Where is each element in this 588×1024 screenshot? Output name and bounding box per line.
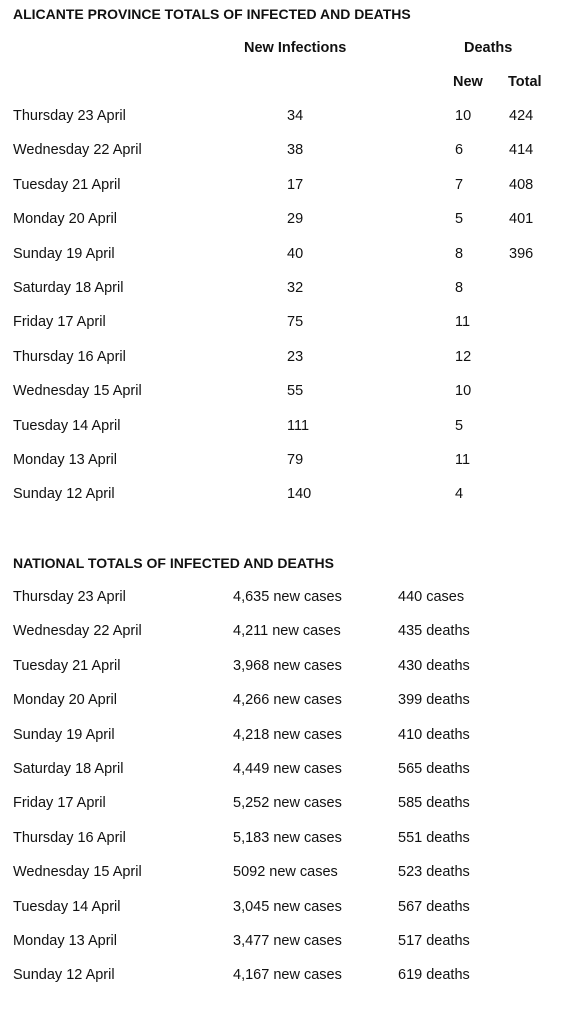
row-new-infections: 75: [287, 314, 304, 331]
row-date: Wednesday 22 April: [13, 623, 142, 640]
alicante-row: [0, 383, 588, 405]
row-date: Friday 17 April: [13, 795, 106, 812]
national-row: [0, 864, 588, 886]
alicante-row: [0, 108, 588, 130]
alicante-row: [0, 452, 588, 474]
row-new-cases: 4,449 new cases: [233, 761, 342, 777]
row-deaths-total: 401: [509, 211, 534, 228]
row-new-infections: 23: [287, 348, 304, 365]
row-date: Saturday 18 April: [13, 280, 124, 296]
row-new-infections: 140: [287, 486, 312, 503]
row-date: Saturday 18 April: [13, 761, 124, 777]
header-deaths-new: New: [453, 74, 483, 90]
row-date: Thursday 23 April: [13, 108, 126, 124]
row-deaths-new: 7: [455, 176, 464, 193]
row-deaths-new: 5: [455, 417, 464, 434]
row-deaths-new: 5: [455, 211, 464, 228]
row-deaths-new: 6: [455, 142, 464, 159]
row-date: Thursday 23 April: [13, 589, 126, 605]
row-new-cases: 3,045 new cases: [233, 898, 342, 915]
alicante-row: [0, 177, 588, 199]
row-deaths: 517 deaths: [398, 933, 470, 949]
national-row: [0, 933, 588, 955]
row-new-cases: 5,252 new cases: [233, 795, 342, 812]
row-date: Wednesday 15 April: [13, 864, 142, 881]
row-date: Friday 17 April: [13, 314, 106, 331]
row-new-cases: 3,968 new cases: [233, 657, 342, 674]
alicante-row: [0, 280, 588, 302]
header-new-infections: New Infections: [244, 40, 347, 56]
national-row: [0, 692, 588, 714]
row-new-infections: 79: [287, 452, 304, 468]
row-date: Sunday 19 April: [13, 726, 115, 743]
row-date: Monday 13 April: [13, 933, 117, 949]
national-row: [0, 589, 588, 611]
row-new-infections: 38: [287, 142, 304, 159]
national-row: [0, 623, 588, 645]
row-new-cases: 3,477 new cases: [233, 933, 342, 949]
row-date: Tuesday 14 April: [13, 417, 121, 434]
row-deaths: 410 deaths: [398, 726, 470, 743]
header-deaths: Deaths: [464, 40, 513, 56]
row-deaths-new: 12: [455, 348, 472, 365]
row-date: Monday 13 April: [13, 452, 117, 468]
national-row: [0, 830, 588, 852]
row-new-cases: 4,167 new cases: [233, 967, 342, 984]
row-new-infections: 55: [287, 383, 304, 400]
row-date: Tuesday 14 April: [13, 898, 121, 915]
national-title: NATIONAL TOTALS OF INFECTED AND DEATHS: [13, 555, 334, 571]
alicante-row: [0, 246, 588, 268]
row-new-infections: 34: [287, 108, 304, 124]
row-deaths: 585 deaths: [398, 795, 470, 812]
row-deaths: 523 deaths: [398, 864, 470, 881]
row-date: Sunday 12 April: [13, 967, 115, 984]
row-deaths-new: 10: [455, 383, 472, 400]
alicante-row: [0, 142, 588, 164]
row-date: Tuesday 21 April: [13, 657, 121, 674]
row-deaths-total: 414: [509, 142, 534, 159]
row-new-infections: 17: [287, 176, 304, 193]
national-row: [0, 727, 588, 749]
row-new-infections: 29: [287, 211, 304, 228]
row-deaths-new: 11: [455, 452, 471, 468]
row-deaths-new: 4: [455, 486, 464, 503]
row-new-infections: 32: [287, 280, 304, 296]
row-deaths: 619 deaths: [398, 967, 470, 984]
row-date: Sunday 19 April: [13, 245, 115, 262]
alicante-row: [0, 349, 588, 371]
row-deaths-new: 11: [455, 314, 471, 331]
row-deaths-total: 396: [509, 245, 534, 262]
row-date: Monday 20 April: [13, 211, 117, 228]
row-new-cases: 4,635 new cases: [233, 589, 342, 605]
row-deaths: 435 deaths: [398, 623, 470, 640]
alicante-row: [0, 314, 588, 336]
row-new-cases: 5,183 new cases: [233, 829, 342, 846]
row-date: Thursday 16 April: [13, 829, 126, 846]
alicante-row: [0, 211, 588, 233]
row-deaths: 565 deaths: [398, 761, 470, 777]
alicante-row: [0, 418, 588, 440]
national-row: [0, 761, 588, 783]
row-date: Thursday 16 April: [13, 348, 126, 365]
row-deaths: 551 deaths: [398, 829, 470, 846]
row-date: Monday 20 April: [13, 692, 117, 709]
row-deaths: 399 deaths: [398, 692, 470, 709]
row-new-infections: 40: [287, 245, 304, 262]
alicante-row: [0, 486, 588, 508]
row-deaths: 440 cases: [398, 589, 465, 605]
header-deaths-total: Total: [508, 74, 542, 90]
row-deaths-total: 424: [509, 108, 534, 124]
row-new-cases: 4,211 new cases: [233, 623, 341, 640]
national-row: [0, 658, 588, 680]
row-new-cases: 4,218 new cases: [233, 726, 342, 743]
row-new-cases: 5092 new cases: [233, 864, 338, 881]
row-date: Sunday 12 April: [13, 486, 115, 503]
row-new-infections: 111: [287, 417, 310, 434]
row-date: Wednesday 15 April: [13, 383, 142, 400]
alicante-title: ALICANTE PROVINCE TOTALS OF INFECTED AND DEATHS: [13, 6, 411, 22]
row-deaths: 430 deaths: [398, 657, 470, 674]
row-deaths-new: 10: [455, 108, 472, 124]
row-deaths-new: 8: [455, 280, 464, 296]
national-row: [0, 967, 588, 989]
row-deaths: 567 deaths: [398, 898, 470, 915]
row-date: Wednesday 22 April: [13, 142, 142, 159]
row-date: Tuesday 21 April: [13, 176, 121, 193]
national-row: [0, 899, 588, 921]
row-deaths-new: 8: [455, 245, 464, 262]
national-row: [0, 795, 588, 817]
row-deaths-total: 408: [509, 176, 534, 193]
row-new-cases: 4,266 new cases: [233, 692, 342, 709]
